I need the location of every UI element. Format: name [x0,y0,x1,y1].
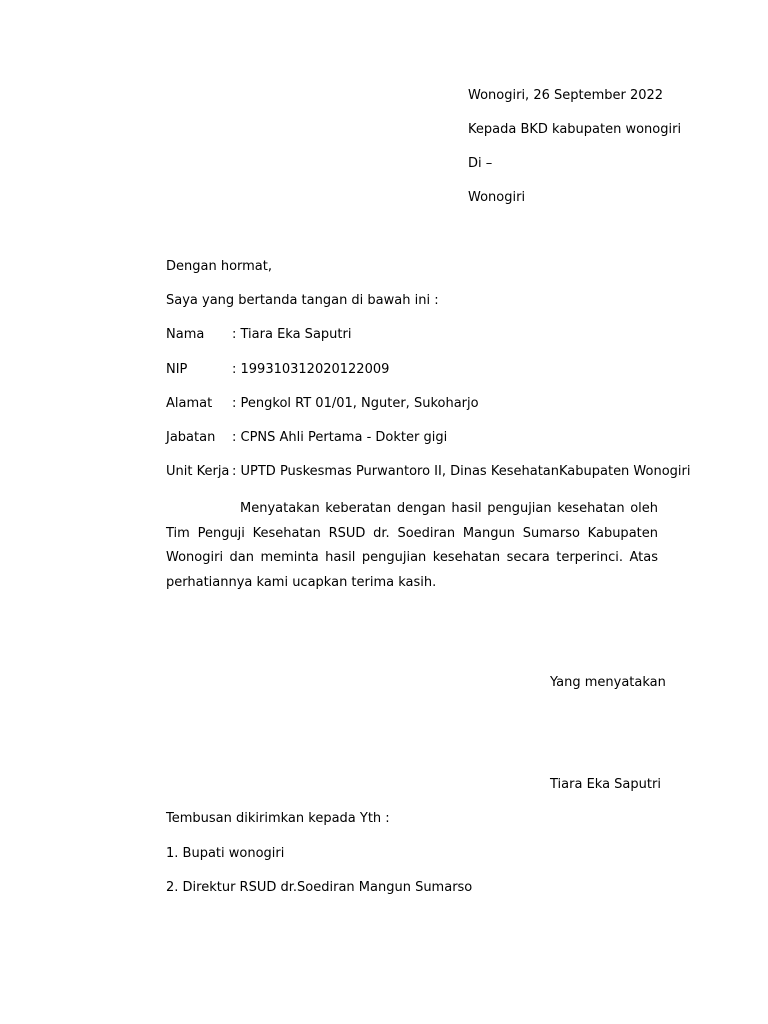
field-label: Nama [166,327,205,342]
field-row-nip [166,362,389,378]
signature-name: Tiara Eka Saputri [550,777,661,792]
field-value: : CPNS Ahli Pertama - Dokter gigi [232,430,448,445]
letter-recipient-di: Di – [468,156,493,171]
field-label: Unit Kerja [166,464,230,479]
field-row-unit-kerja [166,464,691,480]
field-row-jabatan [166,430,447,446]
field-value: : Pengkol RT 01/01, Nguter, Sukoharjo [232,396,479,411]
cc-item: 1. Bupati wonogiri [166,846,285,861]
field-row-nama [166,327,351,343]
letter-recipient: Kepada BKD kabupaten wonogiri [468,122,682,137]
field-label: Jabatan [166,430,216,445]
signature-label: Yang menyatakan [550,675,666,690]
letter-intro: Saya yang bertanda tangan di bawah ini : [166,293,439,308]
field-row-alamat [166,396,479,412]
field-value: : 199310312020122009 [232,362,390,377]
letter-greeting: Dengan hormat, [166,259,273,274]
cc-item: 2. Direktur RSUD dr.Soediran Mangun Sumarso [166,880,473,895]
letter-recipient-city: Wonogiri [468,190,526,205]
field-value: : UPTD Puskesmas Purwantoro II, Dinas KesehatanKabupaten Wonogiri [232,464,691,479]
field-label: NIP [166,362,188,377]
letter-place-date: Wonogiri, 26 September 2022 [468,88,664,103]
field-label: Alamat [166,396,213,411]
field-value: : Tiara Eka Saputri [232,327,352,342]
cc-title: Tembusan dikirimkan kepada Yth : [166,811,390,826]
letter-statement: Menyatakan keberatan dengan hasil pengujian kesehatan oleh Tim Penguji Kesehatan RSUD dr. Soediran Mangun Sumarso Kabupaten Wonogiri dan meminta hasil pengujian kesehatan secara terperinci. Atas perhatiannya kami ucapkan terima kasih. [166,501,658,590]
